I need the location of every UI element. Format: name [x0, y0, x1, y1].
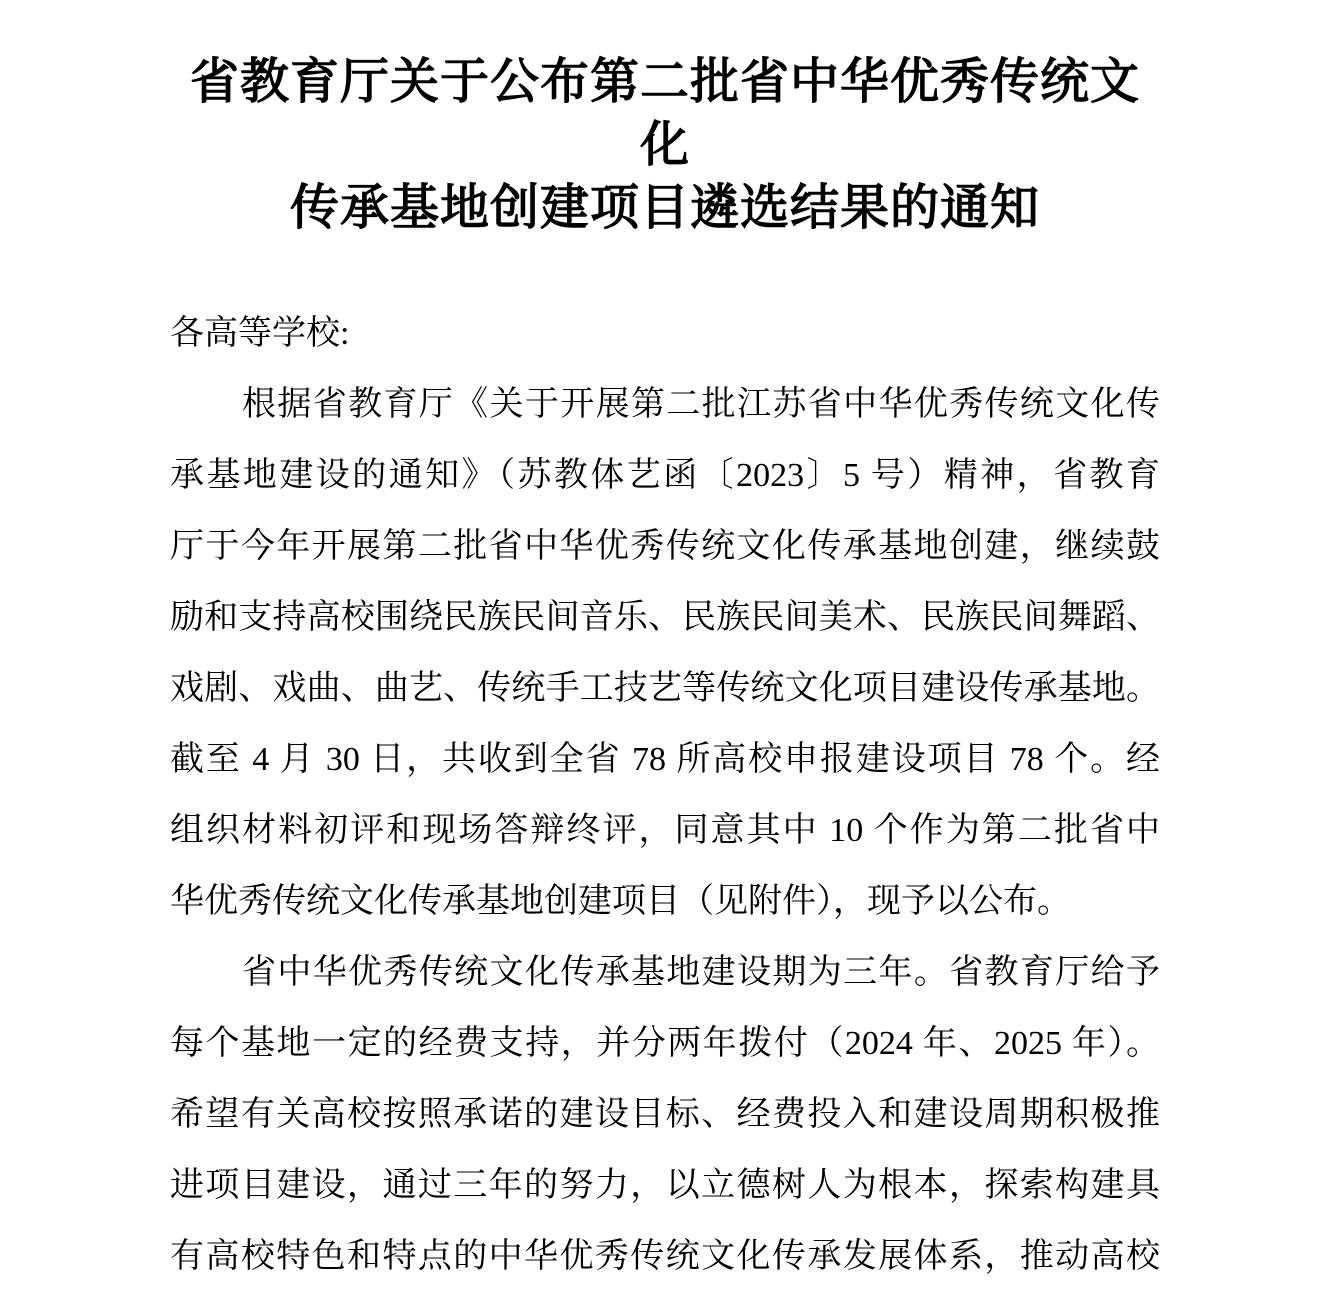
- body-line: 希望有关高校按照承诺的建设目标、经费投入和建设周期积极推: [170, 1096, 1160, 1133]
- body-line: 厅于今年开展第二批省中华优秀传统文化传承基地创建，继续鼓: [170, 528, 1160, 565]
- salutation-line: 各高等学校:: [170, 315, 350, 352]
- body-line: 每个基地一定的经费支持，并分两年拨付（2024 年、2025 年）。: [170, 1025, 1160, 1062]
- body-line: 根据省教育厅《关于开展第二批江苏省中华优秀传统文化传: [242, 386, 1160, 423]
- body-line: 承基地建设的通知》（苏教体艺函〔2023〕5 号）精神，省教育: [170, 457, 1160, 494]
- title-line-1: 省教育厅关于公布第二批省中华优秀传统文化: [189, 54, 1140, 172]
- body-line: 有高校特色和特点的中华优秀传统文化传承发展体系，推动高校: [170, 1238, 1160, 1275]
- title-line-2: 传承基地创建项目遴选结果的通知: [289, 180, 1040, 235]
- document-title: [170, 50, 1160, 239]
- body-line: 戏剧、戏曲、曲艺、传统手工技艺等传统文化项目建设传承基地。: [170, 670, 1160, 707]
- document-body: [170, 298, 1160, 1292]
- body-line: 省中华优秀传统文化传承基地建设期为三年。省教育厅给予: [242, 954, 1160, 991]
- body-line: 华优秀传统文化传承基地创建项目（见附件），现予以公布。: [170, 883, 1071, 920]
- body-line: 励和支持高校围绕民族民间音乐、民族民间美术、民族民间舞蹈、: [170, 599, 1160, 636]
- body-line: 截至 4 月 30 日，共收到全省 78 所高校申报建设项目 78 个。经: [170, 741, 1160, 778]
- body-line: 组织材料初评和现场答辩终评，同意其中 10 个作为第二批省中: [170, 812, 1160, 849]
- body-line: 进项目建设，通过三年的努力，以立德树人为根本，探索构建具: [170, 1167, 1160, 1204]
